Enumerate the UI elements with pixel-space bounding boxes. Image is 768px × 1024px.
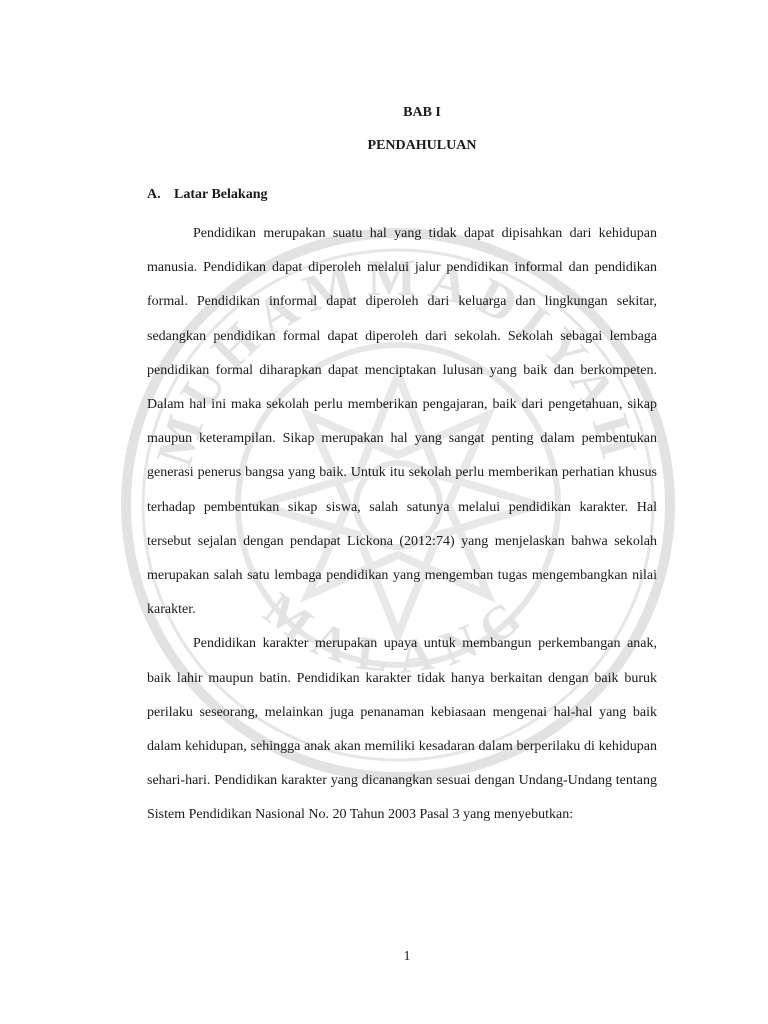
document-page [147,0,657,1024]
section-title: Latar Belakang [174,187,268,202]
page-number: 1 [403,949,411,964]
chapter-number: BAB I [403,105,441,120]
svg-text:MUHAMMADIYAH: MUHAMMADIYAH [146,249,650,474]
section-marker: A. [147,187,161,202]
paragraph: Pendidikan merupakan suatu hal yang tidak dapat dipisahkan dari kehidupan manusia. Pendidikan dapat diperoleh melalui jalur pendidikan informal dan pendidikan formal. Pendidikan informal dapat diperoleh dari keluarga dan lingkungan sekitar, sedangkan pendidikan formal dapat diperoleh dari sekolah. Sekolah sebagai lembaga pendidikan formal diharapkan dapat menciptakan lulusan yang baik dan berkompeten. Dalam hal ini maka sekolah perlu memberikan pengajaran, baik dari pengetahuan, sikap maupun keterampilan. Sikap merupakan hal yang sangat penting dalam pembentukan generasi penerus bangsa yang baik. Untuk itu sekolah perlu memberikan perhatian khusus terhadap pembentukan sikap siswa, salah satunya melalui pendidikan karakter. Hal tersebut sejalan dengan pendapat Lickona (2012:74) yang menjelaskan bahwa sekolah merupakan salah satu lembaga pendidikan yang mengemban tugas mengembangkan nilai karakter. [147,226,657,618]
chapter-title: PENDAHULUAN [367,138,477,153]
svg-text:MALANG: MALANG [254,582,542,685]
body-text [147,217,657,833]
paragraph: Pendidikan karakter merupakan upaya untuk membangun perkembangan anak, baik lahir maupun batin. Pendidikan karakter tidak hanya berkaitan dengan baik buruk perilaku seseorang, melainkan juga penanaman kebiasaan mengenai hal-hal yang baik dalam kehidupan, sehingga anak akan memiliki kesadaran dalam berperilaku di kehidupan sehari-hari. Pendidikan karakter yang dicanangkan sesuai dengan Undang-Undang tentang Sistem Pendidikan Nasional No. 20 Tahun 2003 Pasal 3 yang menyebutkan: [147,636,657,823]
section-heading [147,185,267,205]
